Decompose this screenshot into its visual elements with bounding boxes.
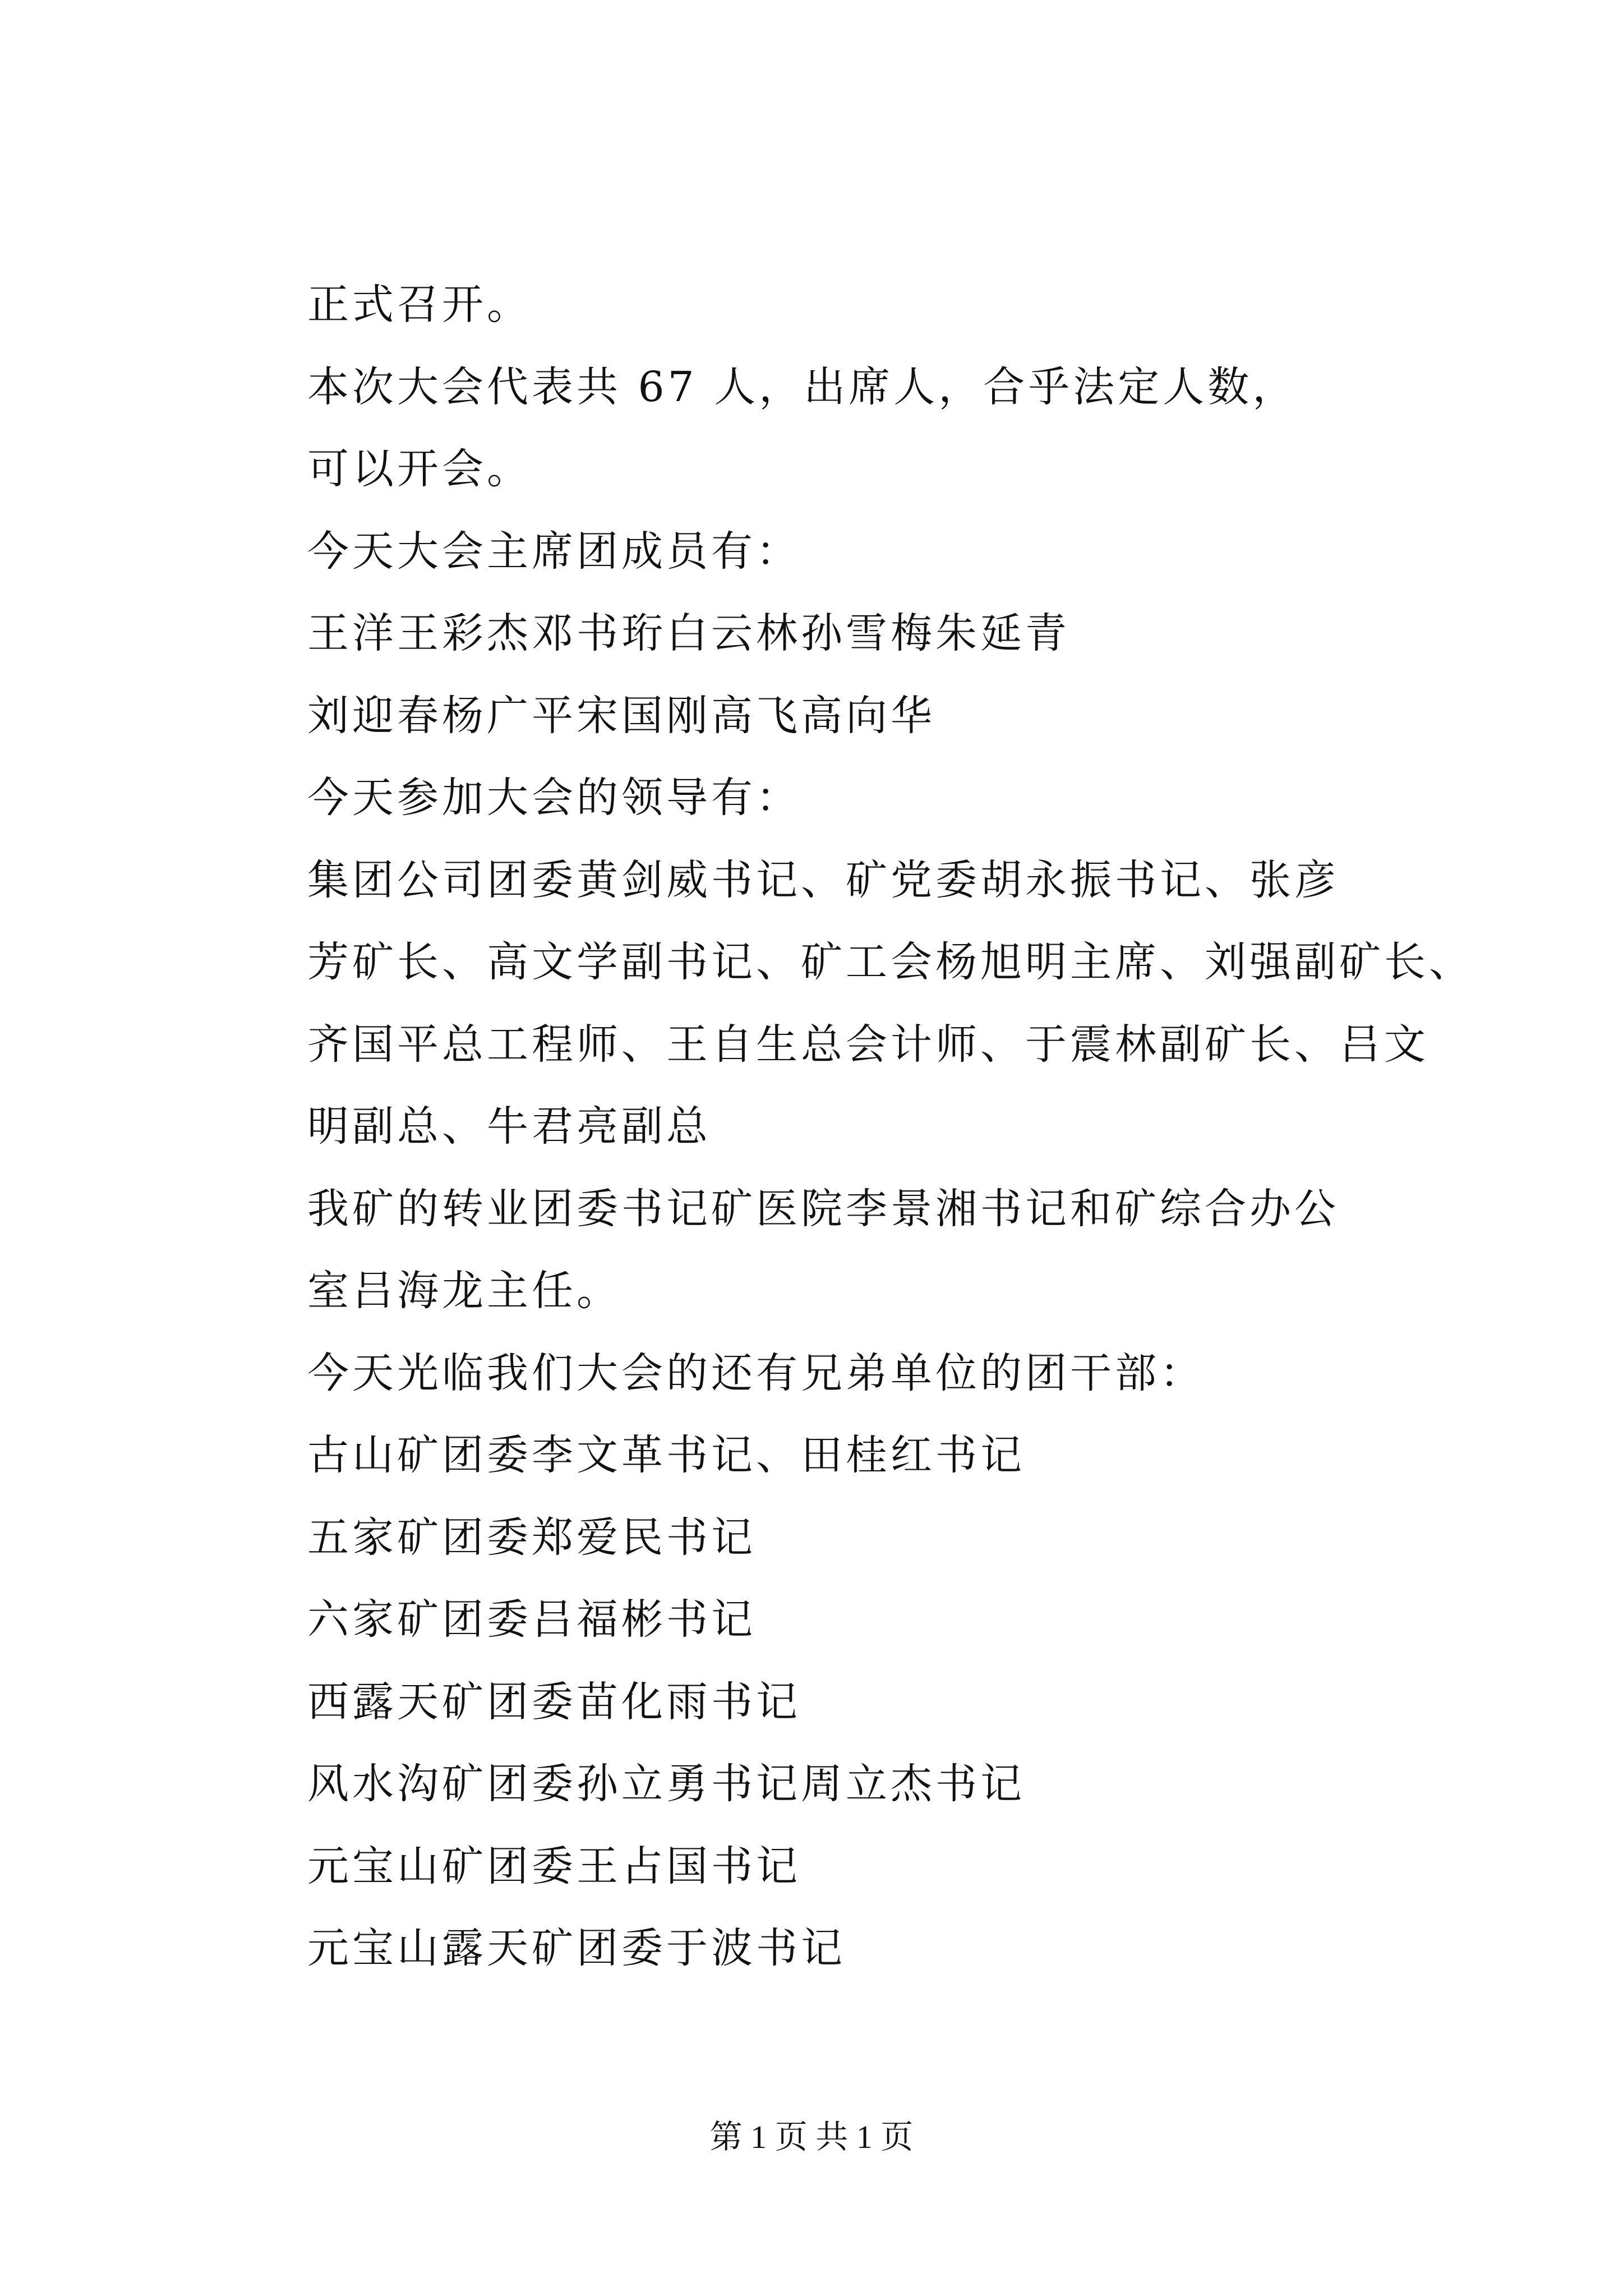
text-line: 可以开会。 [307,445,532,493]
text-line: 元宝山露天矿团委于波书记 [307,1924,846,1972]
text-line: 六家矿团委吕福彬书记 [307,1595,756,1644]
text-line: 今天光临我们大会的还有兄弟单位的团干部： [307,1349,1205,1397]
text-line: 刘迎春杨广平宋国刚高飞高向华 [307,691,935,740]
text-line: 集团公司团委黄剑威书记、矿党委胡永振书记、张彦 [307,855,1339,904]
text-line: 今天参加大会的领导有： [307,774,801,822]
text-line: 元宝山矿团委王占国书记 [307,1842,801,1890]
text-line: 本次大会代表共 67 人，出席人，合乎法定人数， [307,362,1298,411]
text-line: 我矿的转业团委书记矿医院李景湘书记和矿综合办公 [307,1184,1339,1233]
text-line: 王洋王彩杰邓书珩白云林孙雪梅朱延青 [307,609,1070,657]
text-line: 五家矿团委郑爱民书记 [307,1513,756,1562]
text-line: 今天大会主席团成员有： [307,527,801,576]
text-line: 室吕海龙主任。 [307,1267,621,1315]
document-body [307,264,1530,1990]
text-line: 风水沟矿团委孙立勇书记周立杰书记 [307,1760,1025,1808]
text-line: 正式召开。 [307,280,532,329]
text-line: 齐国平总工程师、王自生总会计师、于震林副矿长、吕文 [307,1020,1429,1069]
text-line: 西露天矿团委苗化雨书记 [307,1677,801,1726]
text-line: 古山矿团委李文革书记、田桂红书记 [307,1431,1025,1479]
text-line: 明副总、牛君亮副总 [307,1102,711,1151]
page-footer: 第 1 页 共 1 页 [709,2119,914,2155]
text-line: 芳矿长、高文学副书记、矿工会杨旭明主席、刘强副矿长、 [307,938,1474,986]
